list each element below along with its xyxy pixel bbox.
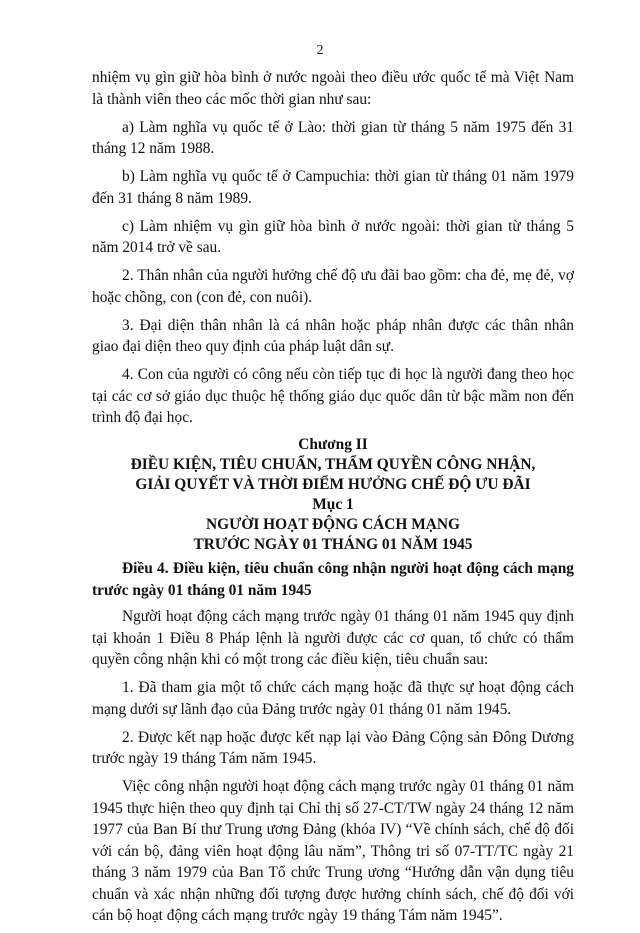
paragraph: Việc công nhận người hoạt động cách mạng trước ngày 01 tháng 01 năm 1945 thực hiện theo quy định tại Chỉ thị số 27-CT/TW ngày 24 tháng 12 năm 1977 của Ban Bí thư Trung ương Đảng (khóa IV) “Về chính sách, chế độ đối với cán bộ, đảng viên hoạt động lâu năm”, Thông tri số 07-TT/TC ngày 21 tháng 3 năm 1979 của Ban Tổ chức Trung ương “Hướng dẫn vận dụng tiêu chuẩn và xác nhận những đối tượng được hưởng chính sách, chế độ đối với cán bộ hoạt động cách mạng trước ngày 19 tháng Tám năm 1945”.: [92, 778, 574, 924]
paragraph: 4. Con của người có công nếu còn tiếp tục đi học là người đang theo học tại các cơ sở giáo dục thuộc hệ thống giáo dục quốc dân từ bậc mầm non đến trình độ đại học.: [92, 366, 574, 426]
section-label: Mục 1: [312, 496, 354, 513]
paragraph: 1. Đã tham gia một tổ chức cách mạng hoặc đã thực sự hoạt động cách mạng dưới sự lãnh đạo của Đảng trước ngày 01 tháng 01 năm 1945.: [92, 679, 574, 718]
article-title: Điều 4. Điều kiện, tiêu chuẩn công nhận người hoạt động cách mạng trước ngày 01 tháng 01 năm 1945: [92, 560, 574, 599]
section-title-line: NGƯỜI HOẠT ĐỘNG CÁCH MẠNG: [206, 516, 460, 533]
paragraph: a) Làm nghĩa vụ quốc tế ở Lào: thời gian từ tháng 5 năm 1975 đến 31 tháng 12 năm 1988.: [92, 118, 574, 157]
paragraph: c) Làm nhiệm vụ gìn giữ hòa bình ở nước ngoài: thời gian từ tháng 5 năm 2014 trở về sau.: [92, 217, 574, 256]
document-body: [92, 67, 574, 933]
chapter-label: Chương II: [298, 436, 368, 453]
page-number: 2: [316, 43, 324, 58]
section-title-line: TRƯỚC NGÀY 01 THÁNG 01 NĂM 1945: [193, 536, 473, 553]
paragraph: nhiệm vụ gìn giữ hòa bình ở nước ngoài theo điều ước quốc tế mà Việt Nam là thành viên theo các mốc thời gian như sau:: [92, 69, 574, 108]
paragraph: b) Làm nghĩa vụ quốc tế ở Campuchia: thời gian từ tháng 01 năm 1979 đến 31 tháng 8 năm 1989.: [92, 168, 574, 207]
paragraph: Người hoạt động cách mạng trước ngày 01 tháng 01 năm 1945 quy định tại khoản 1 Điều 8 Pháp lệnh là người được các cơ quan, tổ chức có thẩm quyền công nhận khi có một trong các điều kiện, tiêu chuẩn sau:: [92, 608, 574, 668]
paragraph: 3. Đại diện thân nhân là cá nhân hoặc pháp nhân được các thân nhân giao đại diện theo quy định của pháp luật dân sự.: [92, 316, 574, 355]
chapter-title-line: ĐIỀU KIỆN, TIÊU CHUẨN, THẨM QUYỀN CÔNG NHẬN,: [130, 456, 536, 473]
paragraph: 2. Thân nhân của người hưởng chế độ ưu đãi bao gồm: cha đẻ, mẹ đẻ, vợ hoặc chồng, con (con đẻ, con nuôi).: [92, 267, 574, 306]
paragraph: 2. Được kết nạp hoặc được kết nạp lại vào Đảng Cộng sản Đông Dương trước ngày 19 tháng Tám năm 1945.: [92, 728, 574, 767]
chapter-title-line: GIẢI QUYẾT VÀ THỜI ĐIỂM HƯỞNG CHẾ ĐỘ ƯU ĐÃI: [135, 476, 531, 493]
